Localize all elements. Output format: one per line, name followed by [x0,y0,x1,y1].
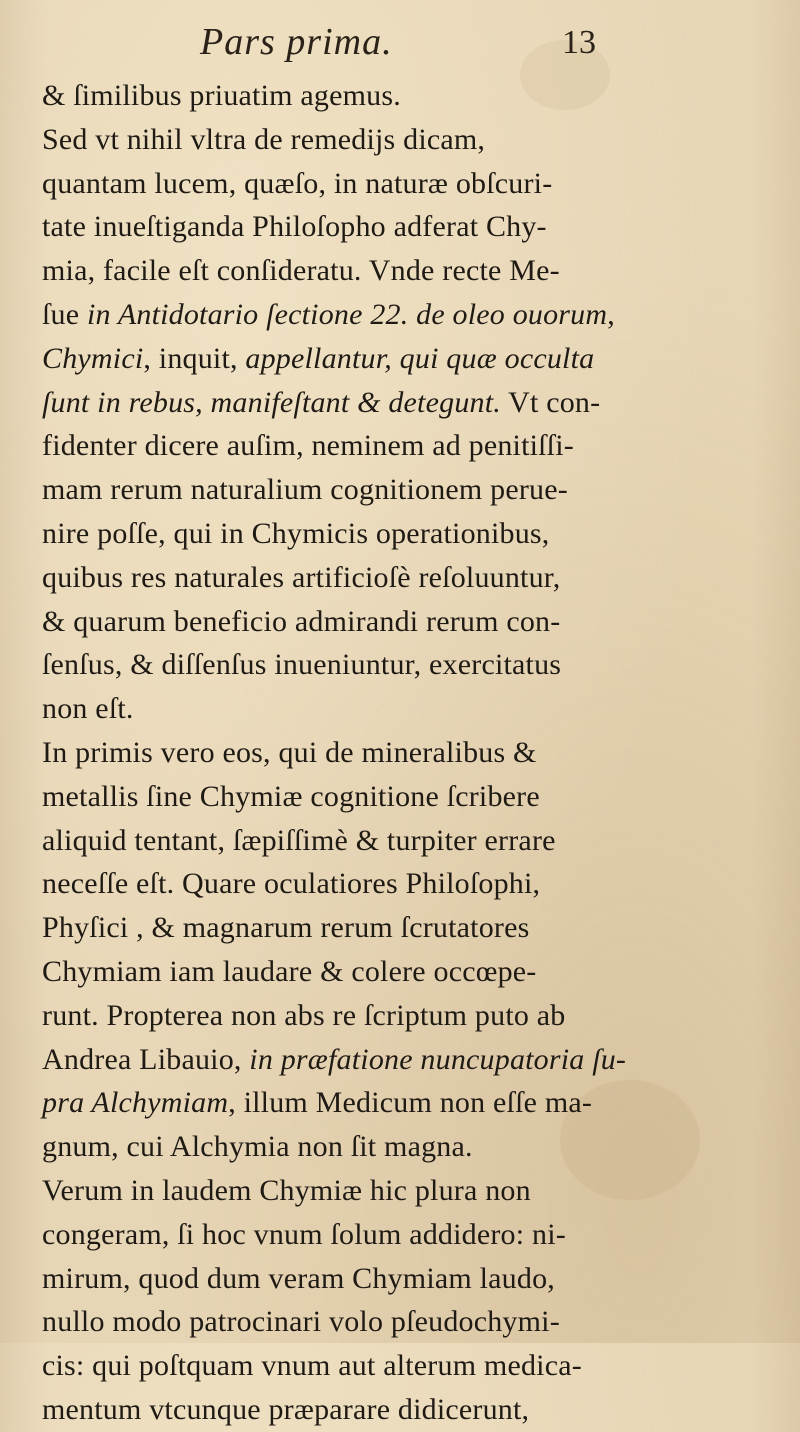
text-run: cis: qui poſtquam vnum aut alterum medica- [42,1349,582,1383]
italic-text-run: pra Alchymiam [42,1086,229,1120]
text-line [42,862,602,906]
text-line [42,512,602,556]
text-run: , illum Medicum non eſſe ma- [228,1086,593,1120]
text-run: , inquit, [143,341,246,375]
text-line [42,556,602,600]
text-line [42,1388,602,1432]
text-run: nire poſſe, qui in Chymicis operationibus, [42,516,550,550]
italic-text-run: ſunt in rebus, manifeſtant & detegunt. [42,385,501,419]
text-run: mam rerum naturalium cognitionem perue- [42,473,568,507]
text-run: neceſſe eſt. Quare oculatiores Philoſophi, [42,867,541,901]
text-run: Verum in laudem Chymiæ hic plura non [42,1173,531,1207]
text-line [42,1344,602,1388]
text-run: mirum, quod dum veram Chymiam laudo, [42,1261,555,1295]
text-line [42,381,602,425]
text-line [42,1169,602,1213]
text-run: mia, facile eſt conſideratu. Vnde recte Me- [42,254,560,288]
text-run: mentum vtcunque præparare didicerunt, [42,1392,530,1426]
text-line [42,424,602,468]
italic-text-run: in præfatione nuncupatoria ſu- [249,1042,627,1076]
text-run: nullo modo patrocinari volo pſeudochymi- [42,1305,560,1339]
text-line [42,205,602,249]
text-line [42,643,602,687]
running-head-title: Pars prima. [200,21,393,63]
text-line [42,293,615,337]
text-run: congeram, ſi hoc vnum ſolum addidero: ni- [42,1217,566,1251]
body-text [42,74,627,1432]
italic-text-run: appellantur, qui quæ occulta [245,341,595,375]
text-run: & ſimilibus priuatim agemus. [42,79,401,112]
text-run: gnum, cui Alchymia non ſit magna. [42,1130,473,1164]
text-line [42,118,602,162]
text-line [42,950,602,994]
text-line [42,1038,627,1082]
text-line [42,1213,602,1257]
text-run: non eſt. [42,692,134,726]
text-line [42,1300,602,1344]
text-run: quibus res naturales artificioſè reſoluuntur, [42,560,561,594]
text-line [42,600,602,644]
text-run: metallis ſine Chymiæ cognitione ſcribere [42,779,540,813]
text-line [42,1081,602,1125]
text-line [42,819,602,863]
text-line [42,731,602,775]
text-run: fidenter dicere auſim, neminem ad penitiſſi- [42,429,574,463]
text-run: tate inueſtiganda Philoſopho adferat Chy- [42,210,547,244]
text-line [42,249,602,293]
text-line [42,162,602,206]
text-line [42,906,602,950]
text-run: Sed vt nihil vltra de remedijs dicam, [42,122,486,156]
text-run: Chymiam iam laudare & colere occœpe- [42,954,537,988]
text-line [42,74,602,118]
text-run: ſenſus, & diſſenſus inueniuntur, exercitatus [42,648,562,682]
text-line [42,994,602,1038]
text-run: ſue [42,297,87,331]
text-line [42,468,602,512]
running-head [40,14,600,74]
page-number: 13 [562,24,596,61]
text-run: & quarum beneficio admirandi rerum con- [42,604,561,638]
text-run: Andrea Libauio, [42,1042,250,1076]
text-line [42,1257,602,1301]
italic-text-run: Chymici [42,341,144,375]
text-line [42,1125,602,1169]
italic-text-run: in Antidotario ſectione 22. de oleo ouorum [86,297,608,331]
text-line [42,775,602,819]
text-run: , [607,297,615,331]
text-run: aliquid tentant, ſæpiſſimè & turpiter errare [42,823,556,857]
text-run: In primis vero eos, qui de mineralibus & [42,735,537,769]
text-line [42,337,602,381]
text-line [42,687,602,731]
text-run: runt. Propterea non abs re ſcriptum puto ab [42,998,566,1032]
text-run: Phyſici , & magnarum rerum ſcrutatores [42,911,530,945]
text-run: quantam lucem, quæſo, in naturæ obſcuri- [42,166,553,200]
text-run: Vt con- [500,385,601,419]
